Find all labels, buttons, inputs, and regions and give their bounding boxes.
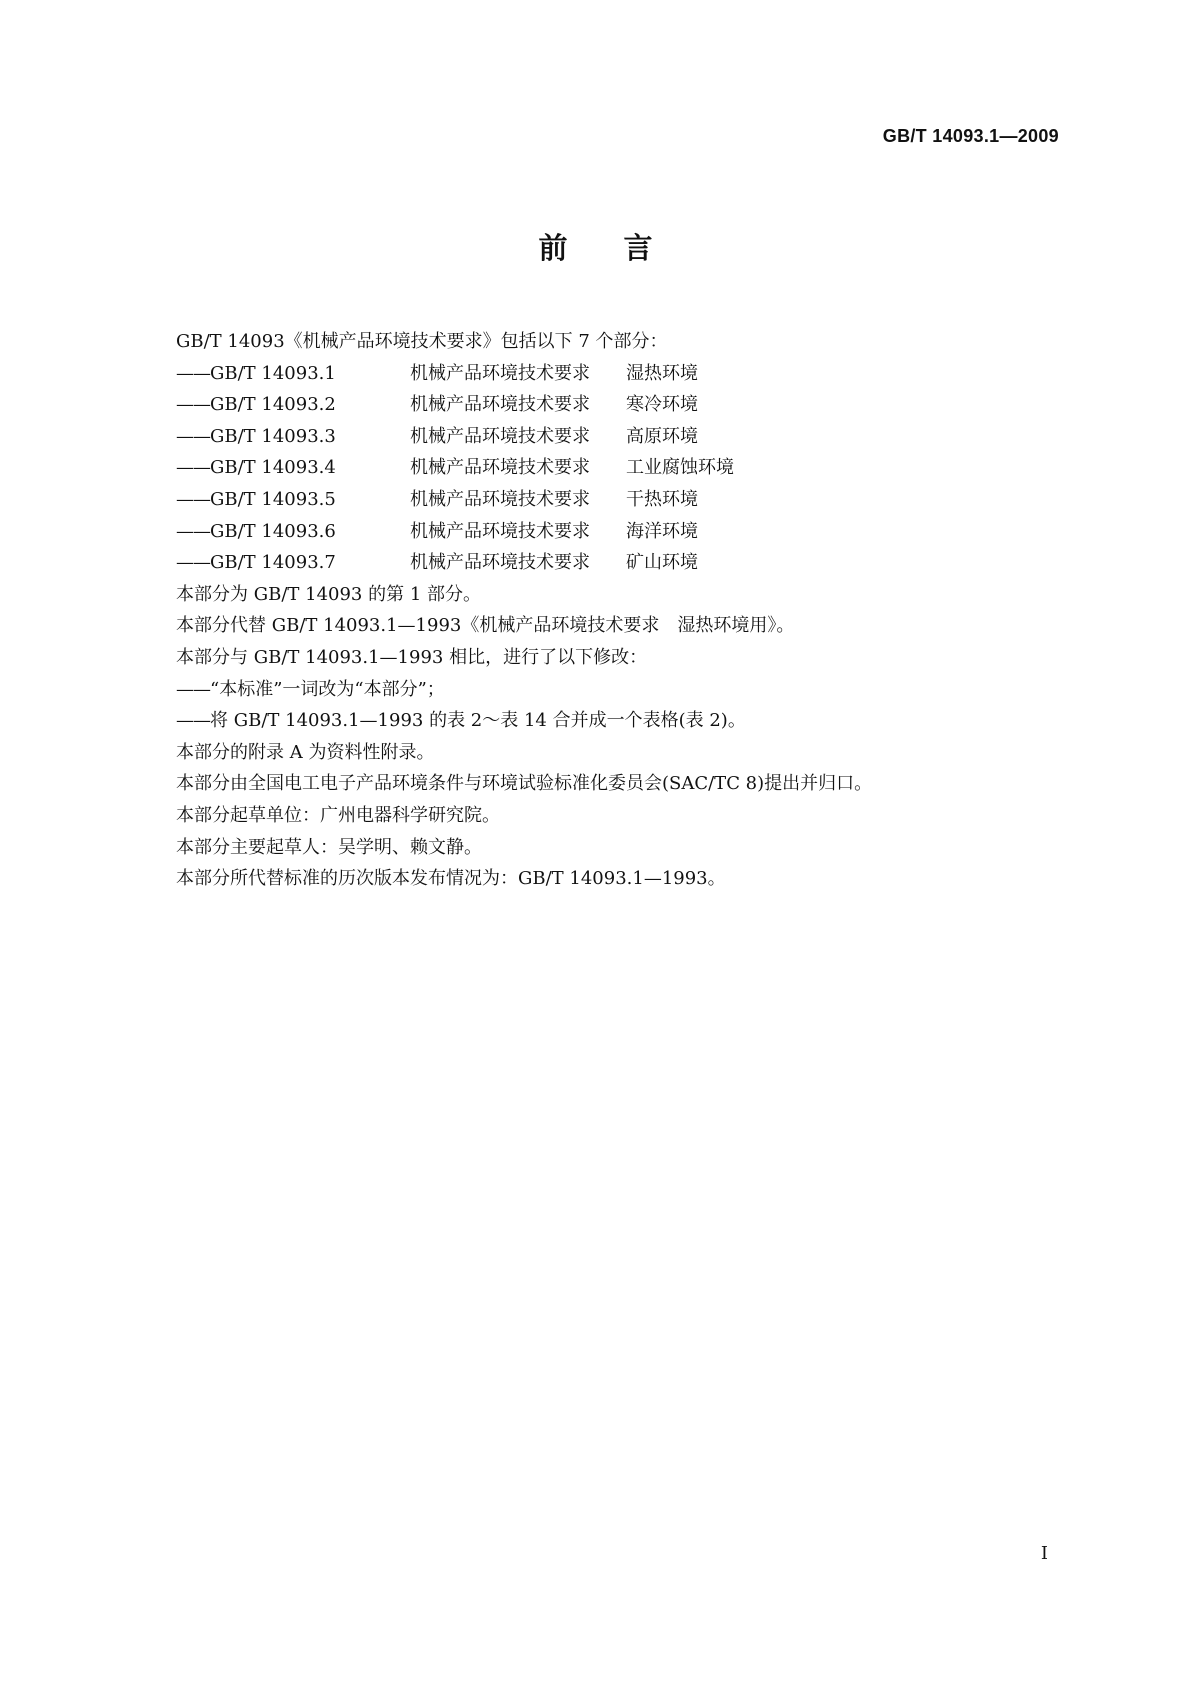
change-item [176, 705, 1056, 737]
part-env: 高原环境 [626, 425, 698, 447]
paragraph: 本部分的附录 A 为资料性附录。 [176, 741, 435, 763]
part-code: GB/T 14093.2 [210, 394, 336, 416]
part-name: 机械产品环境技术要求 [410, 457, 590, 479]
part-env: 干热环境 [626, 488, 698, 510]
part-name: 机械产品环境技术要求 [410, 488, 590, 510]
change-item [176, 674, 1056, 706]
dash-mark: —— [176, 425, 210, 447]
change-text: “本标准”一词改为“本部分”； [210, 678, 445, 700]
part-code: GB/T 14093.7 [210, 552, 336, 574]
part-item [176, 358, 1056, 390]
paragraph: 本部分为 GB/T 14093 的第 1 部分。 [176, 583, 481, 605]
part-env: 湿热环境 [626, 362, 698, 384]
part-item [176, 421, 1056, 453]
part-item [176, 452, 1056, 484]
paragraph: 本部分起草单位：广州电器科学研究院。 [176, 804, 500, 826]
part-item [176, 547, 1056, 579]
dash-mark: —— [176, 362, 210, 384]
part-env: 寒冷环境 [626, 394, 698, 416]
part-code: GB/T 14093.4 [210, 457, 336, 479]
part-name: 机械产品环境技术要求 [410, 520, 590, 542]
part-item [176, 484, 1056, 516]
dash-mark: —— [176, 457, 210, 479]
change-text: 将 GB/T 14093.1—1993 的表 2～表 14 合并成一个表格(表 2)。 [210, 710, 746, 732]
part-code: GB/T 14093.3 [210, 425, 336, 447]
part-name: 机械产品环境技术要求 [410, 394, 590, 416]
dash-mark: —— [176, 678, 210, 700]
part-item [176, 516, 1056, 548]
part-env: 海洋环境 [626, 520, 698, 542]
dash-mark: —— [176, 488, 210, 510]
paragraph: 本部分由全国电工电子产品环境条件与环境试验标准化委员会(SAC/TC 8)提出并归口。 [176, 773, 873, 795]
part-code: GB/T 14093.5 [210, 488, 336, 510]
page-title: 前言 [538, 231, 709, 265]
part-name: 机械产品环境技术要求 [410, 552, 590, 574]
part-name: 机械产品环境技术要求 [410, 425, 590, 447]
paragraph: 本部分与 GB/T 14093.1—1993 相比，进行了以下修改： [176, 646, 648, 668]
part-env: 矿山环境 [626, 552, 698, 574]
paragraph: 本部分主要起草人：吴学明、赖文静。 [176, 836, 482, 858]
dash-mark: —— [176, 710, 210, 732]
part-code: GB/T 14093.1 [210, 362, 336, 384]
part-env: 工业腐蚀环境 [626, 457, 734, 479]
foreword-body [176, 326, 1056, 895]
intro-line: GB/T 14093《机械产品环境技术要求》包括以下 7 个部分： [176, 331, 668, 352]
standard-code: GB/T 14093.1—2009 [882, 126, 1059, 146]
page-number: I [1040, 1543, 1048, 1564]
part-item [176, 389, 1056, 421]
dash-mark: —— [176, 520, 210, 542]
dash-mark: —— [176, 552, 210, 574]
part-code: GB/T 14093.6 [210, 520, 336, 542]
paragraph: 本部分代替 GB/T 14093.1—1993《机械产品环境技术要求 湿热环境用》。 [176, 615, 795, 637]
dash-mark: —— [176, 394, 210, 416]
part-name: 机械产品环境技术要求 [410, 362, 590, 384]
paragraph: 本部分所代替标准的历次版本发布情况为：GB/T 14093.1—1993。 [176, 868, 726, 890]
